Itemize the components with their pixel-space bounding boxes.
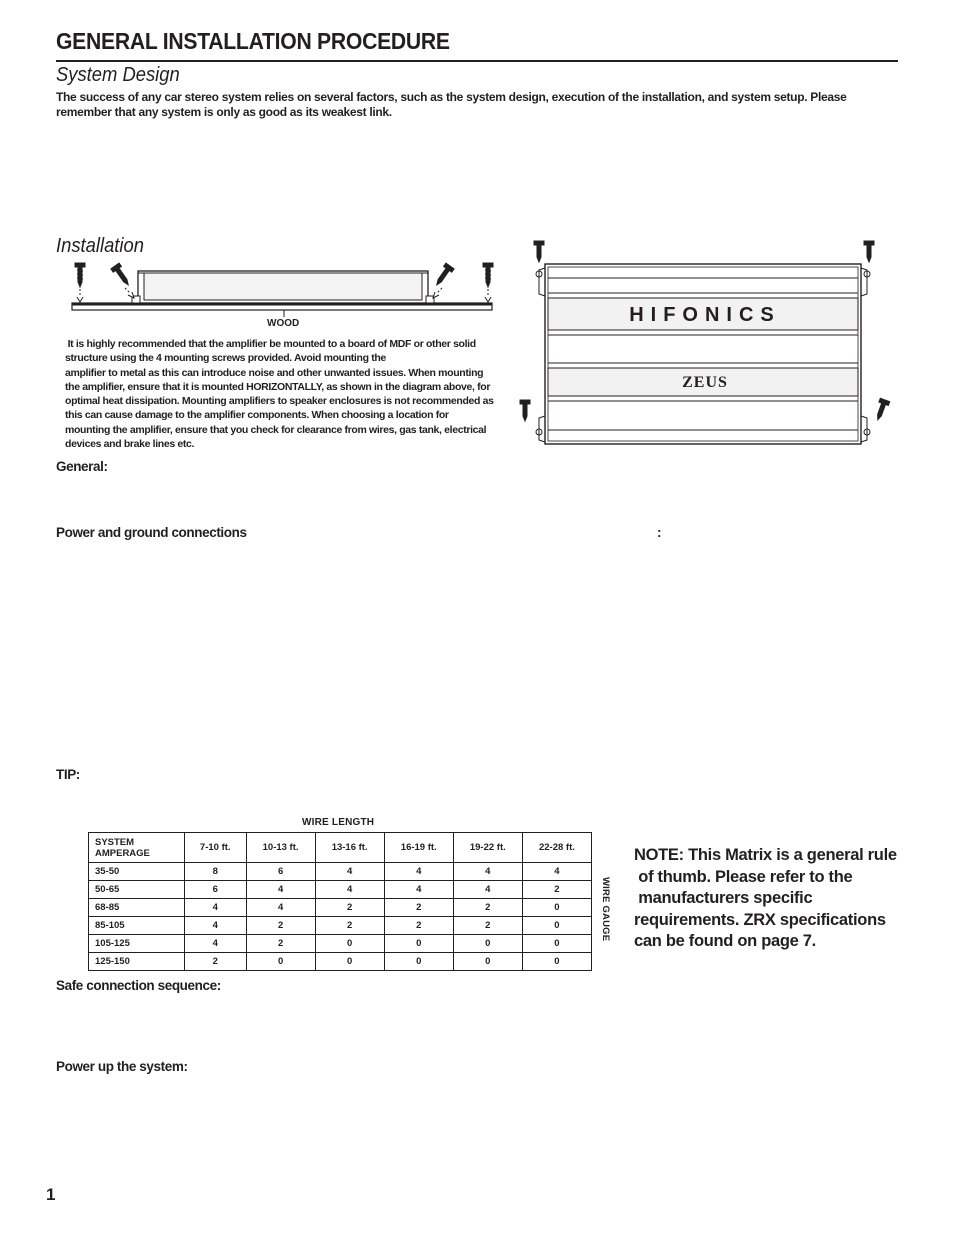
matrix-cell: 4 [315, 881, 384, 899]
title-rule [56, 60, 898, 62]
installation-text [65, 337, 525, 451]
matrix-cell: 0 [384, 935, 453, 953]
matrix-cell: 2 [246, 917, 315, 935]
matrix-cell: 4 [184, 917, 246, 935]
matrix-cell: 0 [246, 953, 315, 971]
matrix-cell: 4 [246, 881, 315, 899]
matrix-cell: 2 [453, 899, 522, 917]
matrix-cell: 6 [246, 863, 315, 881]
matrix-cell: 2 [384, 899, 453, 917]
power-ground-colon: : [657, 525, 662, 540]
system-design-heading: System Design [56, 64, 180, 86]
wire-length-title: WIRE LENGTH [302, 817, 375, 828]
amplifier-brand: HIFONICS [629, 304, 781, 326]
installation-line: mounting the amplifier, ensure that you check for clearance from wires, gas tank, electrical [65, 423, 487, 436]
matrix-amperage-cell: 68-85 [89, 899, 185, 917]
matrix-row [89, 935, 592, 953]
matrix-cell: 0 [522, 899, 591, 917]
matrix-row [89, 863, 592, 881]
matrix-cell: 4 [184, 935, 246, 953]
matrix-cell: 4 [384, 863, 453, 881]
amplifier-illustration [515, 238, 895, 450]
installation-line: amplifier to metal as this can introduce noise and other unwanted issues. When mounting [65, 366, 484, 379]
matrix-column-header: 16-19 ft. [384, 833, 453, 863]
matrix-cell: 2 [315, 917, 384, 935]
installation-line: structure using the 4 mounting screws provided. Avoid mounting the [65, 352, 386, 365]
matrix-cell: 0 [453, 953, 522, 971]
matrix-cell: 4 [246, 899, 315, 917]
tip-label: TIP: [56, 767, 80, 782]
matrix-cell: 4 [315, 863, 384, 881]
matrix-cell: 4 [453, 863, 522, 881]
matrix-cell: 2 [315, 899, 384, 917]
matrix-row [89, 899, 592, 917]
matrix-column-header: 19-22 ft. [453, 833, 522, 863]
matrix-header-amperage [89, 833, 185, 863]
wood-label: WOOD [267, 318, 300, 329]
matrix-cell: 4 [384, 881, 453, 899]
general-label: General: [56, 459, 108, 474]
matrix-amperage-cell: 50-65 [89, 881, 185, 899]
matrix-header-row [89, 833, 592, 863]
matrix-amperage-cell: 105-125 [89, 935, 185, 953]
matrix-cell: 2 [246, 935, 315, 953]
matrix-column-header: 13-16 ft. [315, 833, 384, 863]
matrix-cell: 4 [522, 863, 591, 881]
amplifier-model: ZEUS [682, 374, 728, 391]
matrix-amperage-cell: 125-150 [89, 953, 185, 971]
matrix-cell: 0 [315, 953, 384, 971]
note-line: of thumb. Please refer to the [634, 867, 853, 886]
page-title: GENERAL INSTALLATION PROCEDURE [56, 28, 450, 54]
safe-sequence-label: Safe connection sequence: [56, 978, 221, 993]
matrix-amperage-cell: 85-105 [89, 917, 185, 935]
note-line: can be found on page 7. [634, 932, 816, 950]
installation-line: the amplifier, ensure that it is mounted HORIZONTALLY, as shown in the diagram above, for [65, 380, 491, 393]
system-design-text: The success of any car stereo system relies on several factors, such as the system design, execution of the installation, and system setup. Please remember that any system is only as good as its weakest link. [56, 90, 847, 119]
matrix-column-header: 10-13 ft. [246, 833, 315, 863]
matrix-note [634, 845, 924, 953]
note-line: manufacturers specific [634, 889, 813, 907]
matrix-row [89, 917, 592, 935]
wire-gauge-matrix [88, 832, 592, 971]
matrix-cell: 0 [522, 935, 591, 953]
matrix-cell: 6 [184, 881, 246, 899]
installation-line: optimal heat dissipation. Mounting amplifiers to speaker enclosures is not recommended as [65, 395, 494, 408]
power-ground-label: Power and ground connections [56, 525, 247, 540]
matrix-column-header: 7-10 ft. [184, 833, 246, 863]
installation-heading: Installation [56, 235, 144, 257]
matrix-row [89, 953, 592, 971]
power-up-label: Power up the system: [56, 1059, 188, 1074]
matrix-cell: 4 [453, 881, 522, 899]
matrix-cell: 0 [522, 917, 591, 935]
matrix-cell: 0 [384, 953, 453, 971]
page-number: 1 [46, 1185, 56, 1204]
installation-line: devices and brake lines etc. [65, 438, 195, 451]
installation-line: this can cause damage to the amplifier components. When choosing a location for [65, 409, 449, 422]
installation-line: It is highly recommended that the amplifier be mounted to a board of MDF or other solid [65, 338, 476, 350]
header-line: AMPERAGE [95, 847, 150, 859]
matrix-cell: 2 [453, 917, 522, 935]
matrix-column-header: 22-28 ft. [522, 833, 591, 863]
matrix-cell: 4 [184, 899, 246, 917]
matrix-cell: 0 [453, 935, 522, 953]
wire-gauge-label: WIRE GAUGE [600, 877, 611, 942]
note-line: NOTE: This Matrix is a general rule [634, 846, 897, 864]
matrix-row [89, 881, 592, 899]
header-line: SYSTEM [95, 836, 135, 848]
matrix-cell: 2 [384, 917, 453, 935]
note-line: requirements. ZRX specifications [634, 910, 886, 929]
matrix-cell: 2 [522, 881, 591, 899]
matrix-amperage-cell: 35-50 [89, 863, 185, 881]
matrix-cell: 8 [184, 863, 246, 881]
mounting-diagram [70, 260, 500, 320]
matrix-cell: 0 [315, 935, 384, 953]
matrix-cell: 2 [184, 953, 246, 971]
matrix-cell: 0 [522, 953, 591, 971]
